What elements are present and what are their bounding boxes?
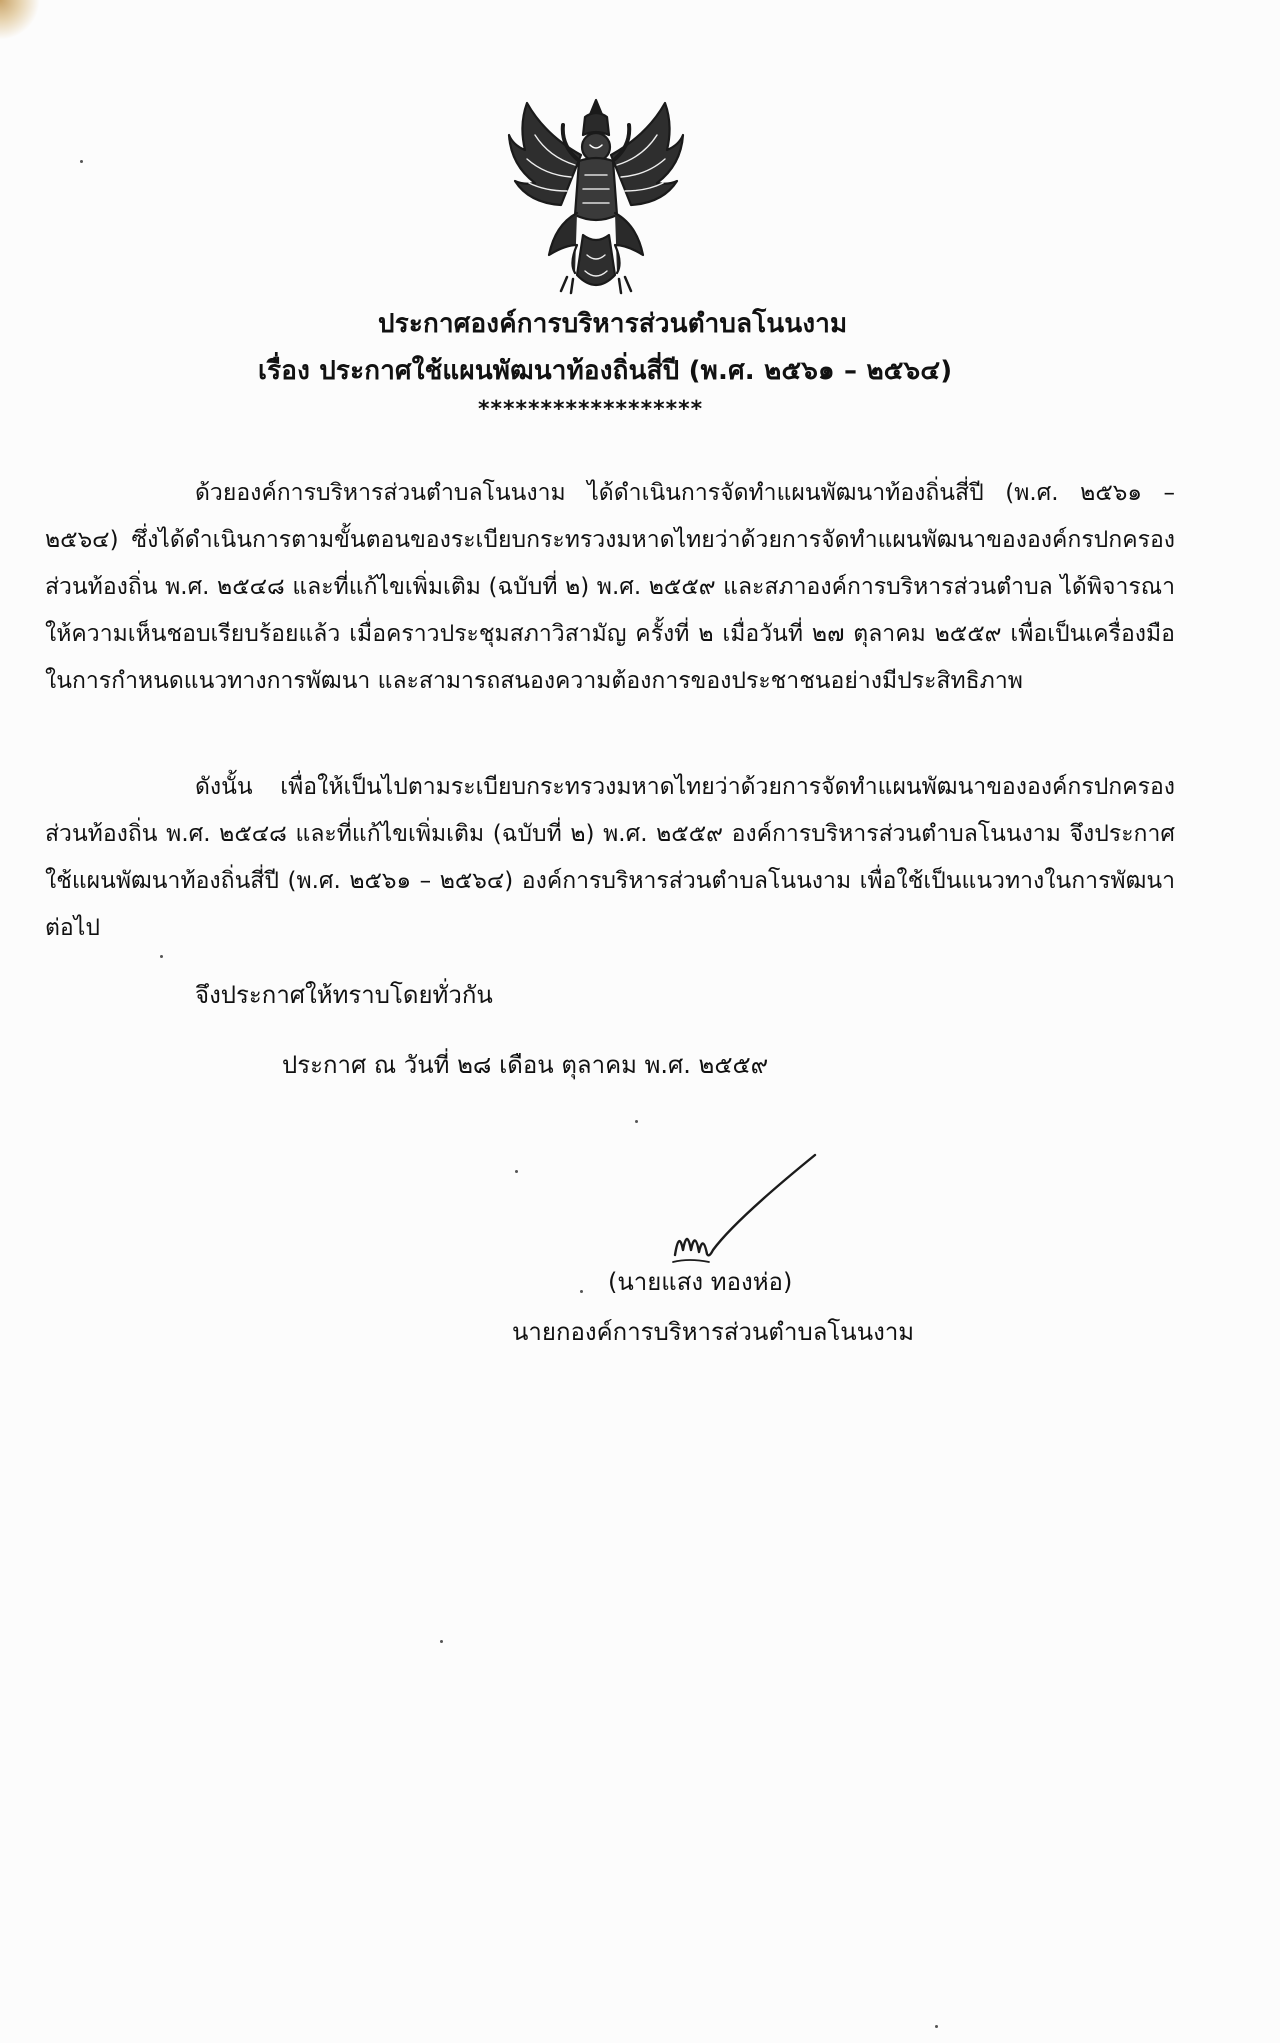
header-separator: ****************** — [478, 397, 704, 422]
handwritten-signature-icon — [665, 1150, 825, 1280]
signer-name: (นายแสง ทองห่อ) — [608, 1268, 793, 1296]
scan-speck — [160, 955, 163, 958]
body-paragraph-1: ด้วยองค์การบริหารส่วนตำบลโนนงาม ได้ดำเนินการจัดทำแผนพัฒนาท้องถิ่นสี่ปี (พ.ศ. ๒๕๖๑ – ๒๕๖๔) ซึ่งได้ดำเนินการตามขั้นตอนของระเบียบกระทรวงมหาดไทยว่าด้วยการจัดทำแผนพัฒนาขององค์กรปกครองส่วนท้องถิ่น พ.ศ. ๒๕๔๘ และที่แก้ไขเพิ่มเติม (ฉบับที่ ๒) พ.ศ. ๒๕๕๙ และสภาองค์การบริหารส่วนตำบล ได้พิจารณาให้ความเห็นชอบเรียบร้อยแล้ว เมื่อคราวประชุมสภาวิสามัญ ครั้งที่ ๒ เมื่อวันที่ ๒๗ ตุลาคม ๒๕๕๙ เพื่อเป็นเครื่องมือในการกำหนดแนวทางการพัฒนา และสามารถสนองความต้องการของประชาชนอย่างมีประสิทธิภาพ — [45, 480, 1175, 694]
garuda-emblem-icon — [505, 95, 687, 300]
announcement-title: ประกาศองค์การบริหารส่วนตำบลโนนงาม — [378, 309, 848, 339]
scan-speck — [515, 1170, 518, 1173]
scan-speck — [935, 2025, 938, 2028]
body-paragraph-2: ดังนั้น เพื่อให้เป็นไปตามระเบียบกระทรวงมหาดไทยว่าด้วยการจัดทำแผนพัฒนาขององค์กรปกครองส่วนท้องถิ่น พ.ศ. ๒๕๔๘ และที่แก้ไขเพิ่มเติม (ฉบับที่ ๒) พ.ศ. ๒๕๕๙ องค์การบริหารส่วนตำบลโนนงาม จึงประกาศใช้แผนพัฒนาท้องถิ่นสี่ปี (พ.ศ. ๒๕๖๑ – ๒๕๖๔) องค์การบริหารส่วนตำบลโนนงาม เพื่อใช้เป็นแนวทางในการพัฒนาต่อไป — [45, 774, 1175, 941]
page-corner-shadow — [0, 0, 40, 40]
scan-speck — [635, 1120, 638, 1123]
announcement-subject: เรื่อง ประกาศใช้แผนพัฒนาท้องถิ่นสี่ปี (พ.ศ. ๒๕๖๑ – ๒๕๖๔) — [258, 356, 953, 386]
closing-statement: จึงประกาศให้ทราบโดยทั่วกัน — [195, 981, 493, 1009]
signer-title: นายกองค์การบริหารส่วนตำบลโนนงาม — [512, 1318, 915, 1346]
scan-speck — [440, 1640, 443, 1643]
scan-speck — [580, 1290, 583, 1293]
scan-speck — [80, 160, 83, 163]
announcement-date: ประกาศ ณ วันที่ ๒๘ เดือน ตุลาคม พ.ศ. ๒๕๕๙ — [282, 1051, 769, 1079]
